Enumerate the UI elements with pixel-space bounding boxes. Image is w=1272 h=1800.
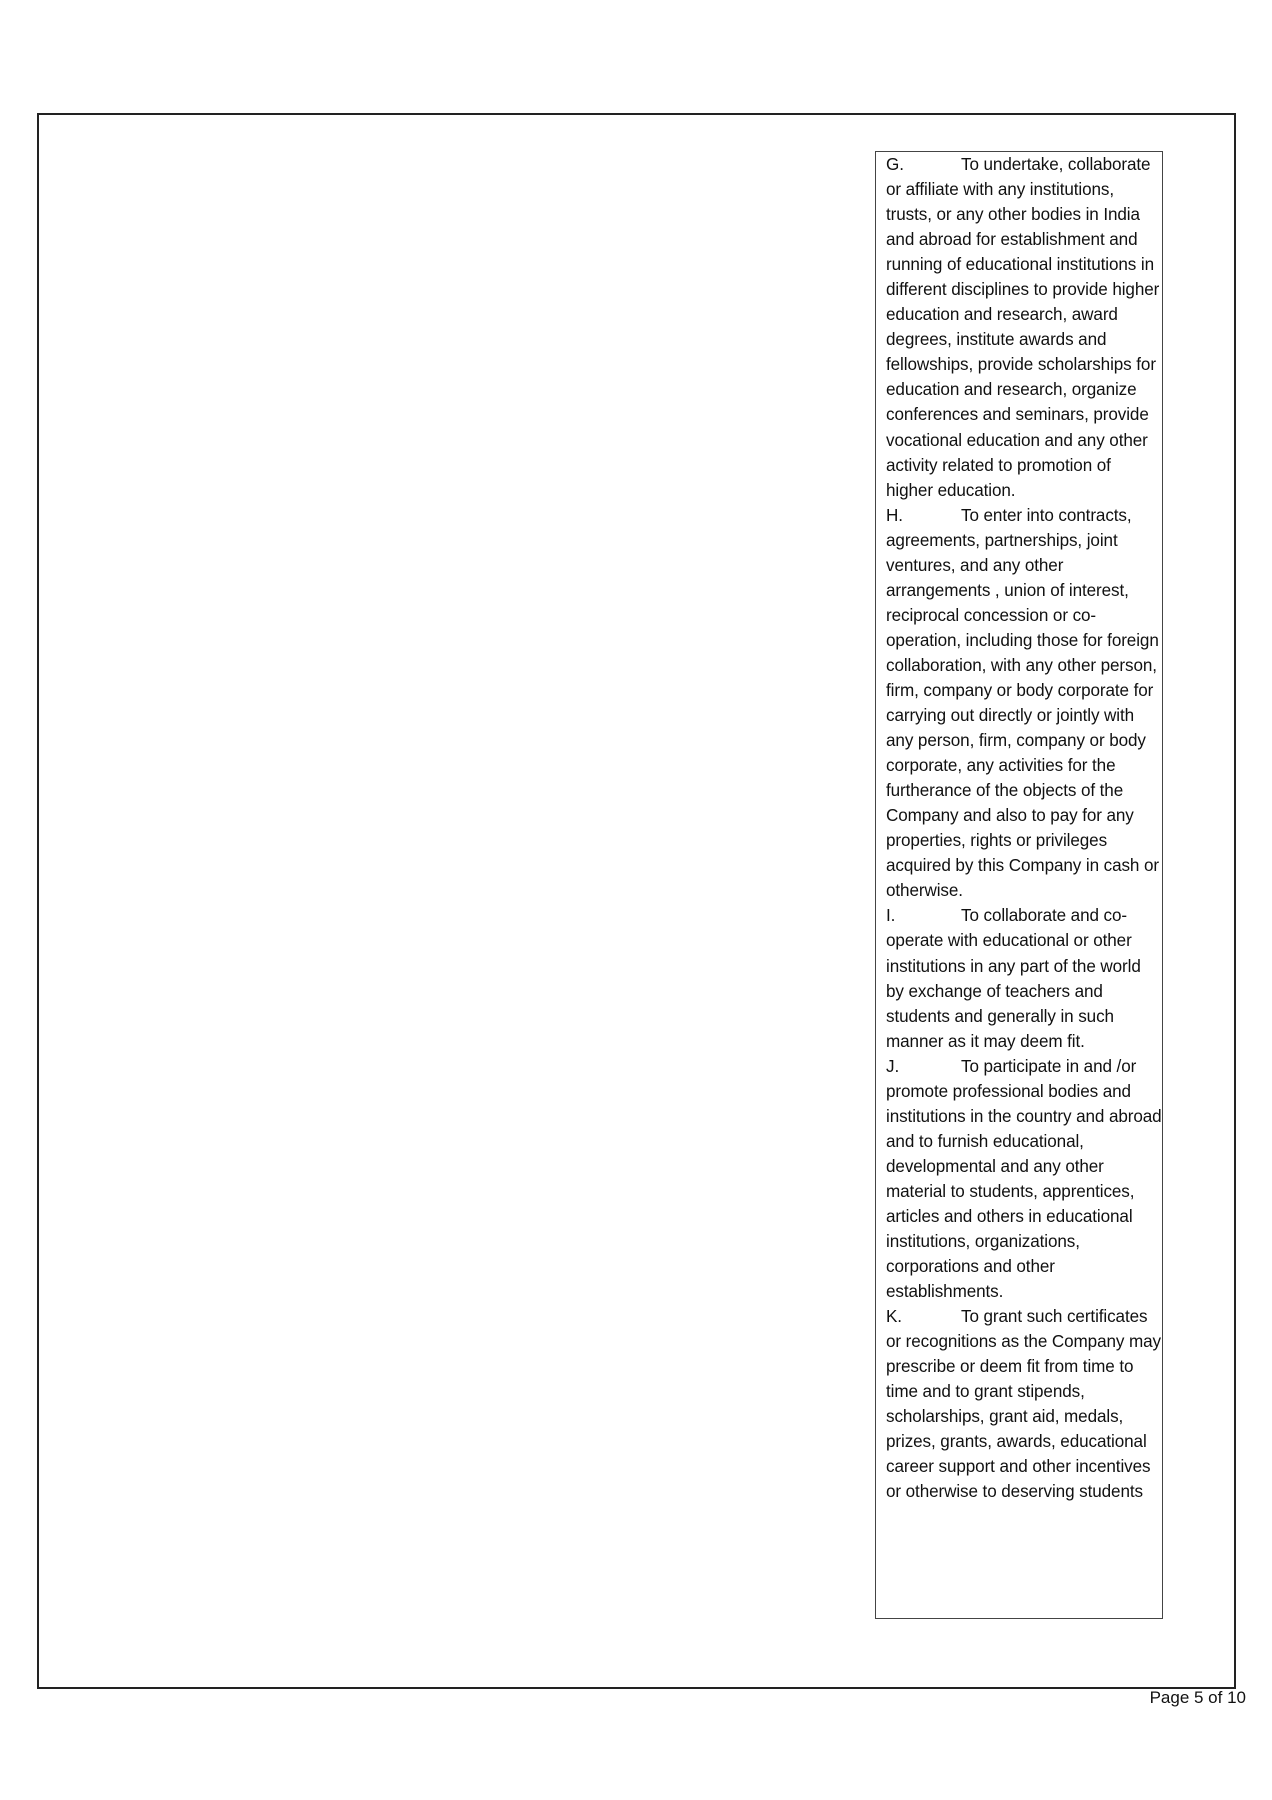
objects-text-cell [875,151,1163,1619]
clause-k [886,1304,1162,1504]
objects-clauses [876,152,1162,1505]
clause-j [886,1054,1162,1304]
clause-letter: G. [886,155,904,174]
clause-text: To undertake, collaborate or affiliate with any institutions, trusts, or any other bodies in India and abroad for establishment and running of educational institutions in different disciplines to provide higher education and research, award degrees, institute awards and fellowships, provide scholarships for education and research, organize conferences and seminars, provide vocational education and any other activity related to promotion of higher education. [886,155,1160,500]
clause-text: To collaborate and co-operate with educational or other institutions in any part of the world by exchange of teachers and students and generally in such manner as it may deem fit. [886,906,1141,1051]
page-number: Page 5 of 10 [1149,1688,1246,1707]
clause-letter: J. [886,1056,900,1076]
clause-text: To enter into contracts, agreements, partnerships, joint ventures, and any other arrangements , union of interest, reciprocal concession or co-operation, including those for foreign collaboration, with any other person, firm, company or body corporate for carrying out directly or jointly with any person, firm, company or body corporate, any activities for the furtherance of the objects of the Company and also to pay for any properties, rights or privileges acquired by this Company in cash or otherwise. [886,505,1159,901]
clause-i [886,903,1162,1053]
clause-h [886,503,1162,904]
clause-letter: H. [886,505,903,525]
clause-text: To grant such certificates or recognitions as the Company may prescribe or deem fit from time to time and to grant stipends, scholarships, grant aid, medals, prizes, grants, awards, educational career support and other incentives or otherwise to deserving students [886,1307,1161,1502]
clause-g [886,152,1162,503]
clause-letter: K. [886,1307,902,1327]
clause-letter: I. [886,906,896,926]
clause-text: To participate in and /or promote professional bodies and institutions in the country and abroad and to furnish educational, developmental and any other material to students, apprentices, articles and others in educational institutions, organizations, corporations and other establishments. [886,1056,1162,1302]
